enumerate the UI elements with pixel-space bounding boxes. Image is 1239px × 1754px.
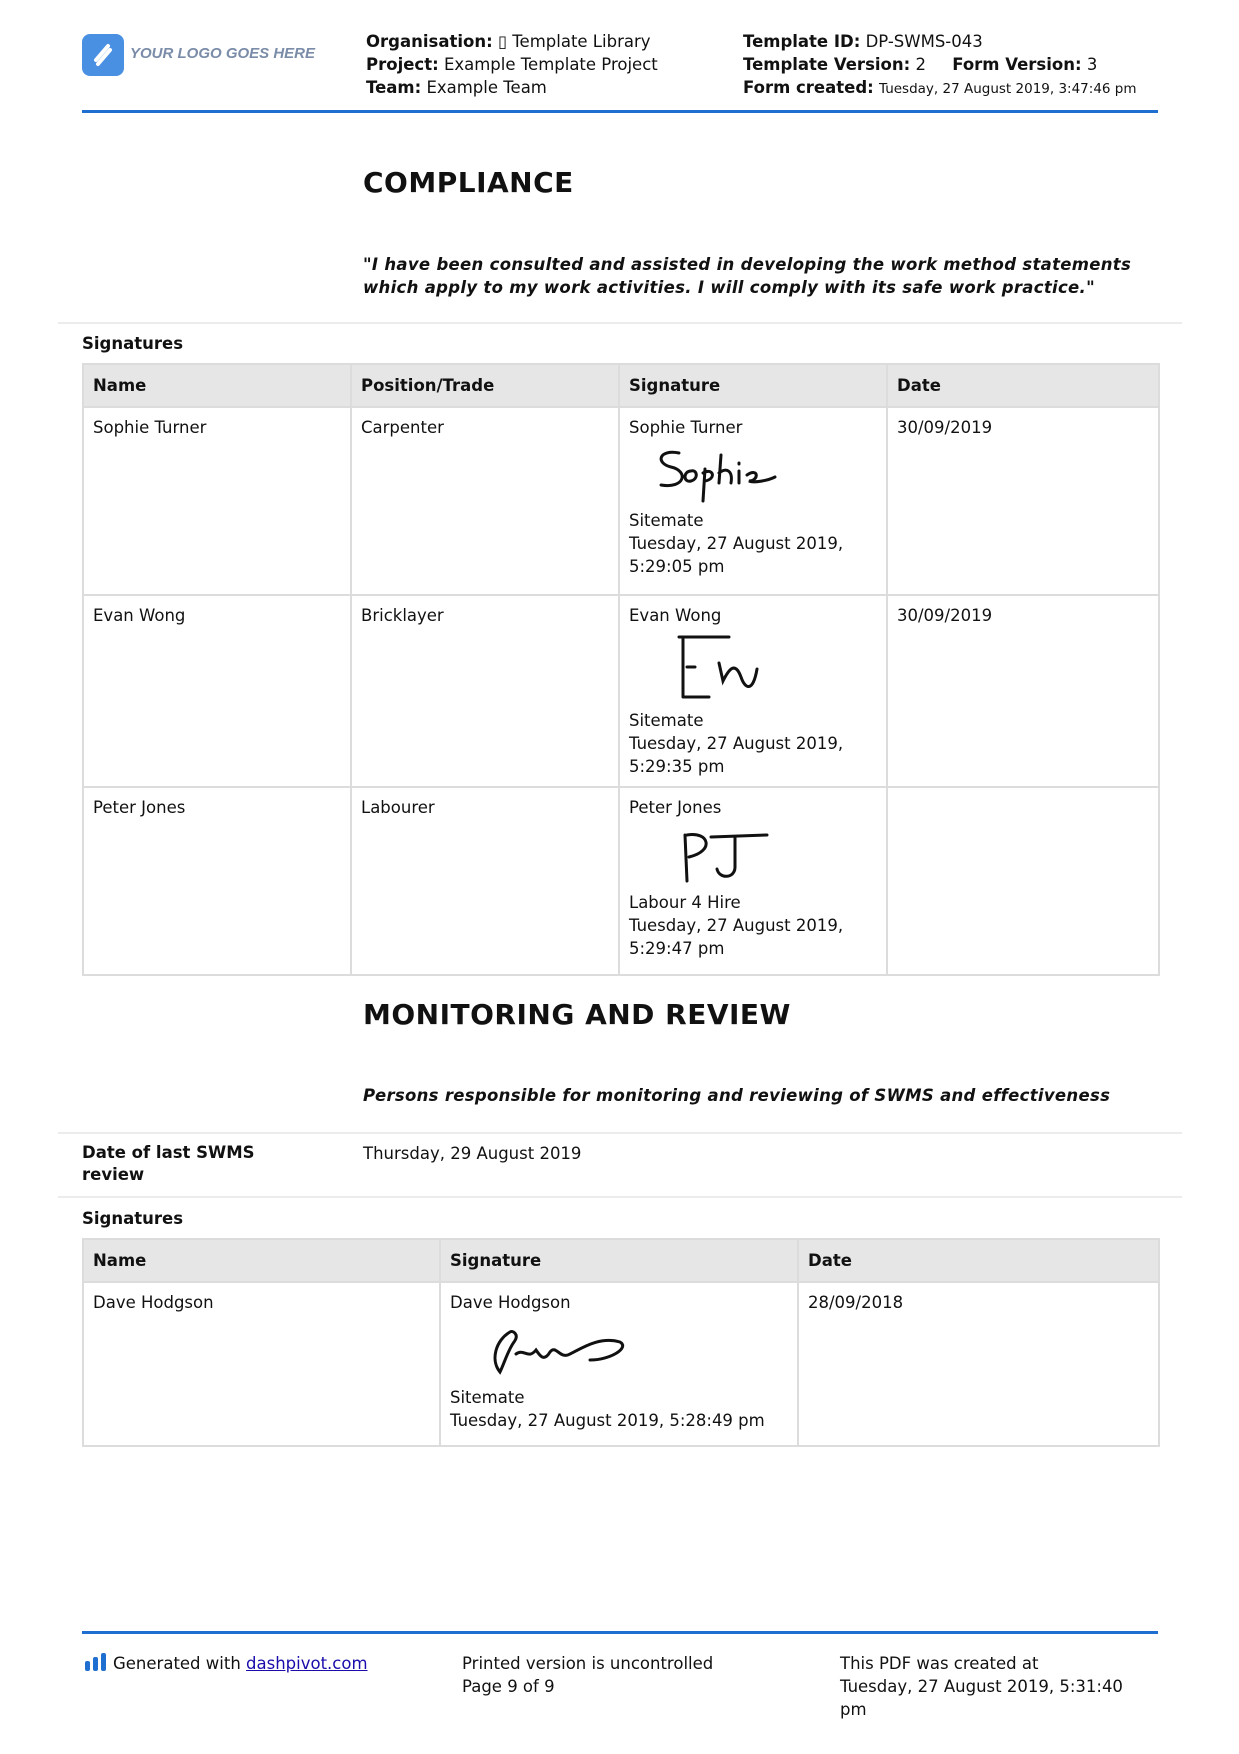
signature-image bbox=[649, 445, 789, 503]
column-header-name: Name bbox=[83, 364, 351, 407]
form-created-line: Form created: Tuesday, 27 August 2019, 3:47:46 pm bbox=[743, 78, 1137, 97]
cell-position: Bricklayer bbox=[351, 595, 619, 787]
column-header-position: Position/Trade bbox=[351, 364, 619, 407]
footer-created-at: This PDF was created at Tuesday, 27 August 2019, 5:31:40 pm bbox=[840, 1654, 1123, 1719]
cell-name: Sophie Turner bbox=[83, 407, 351, 595]
column-header-date: Date bbox=[798, 1239, 1159, 1282]
last-review-label: Date of last SWMS review bbox=[82, 1143, 255, 1184]
table-row bbox=[83, 407, 1159, 595]
compliance-signatures-table bbox=[82, 363, 1160, 976]
dashpivot-link[interactable]: dashpivot.com bbox=[246, 1654, 368, 1673]
header-template-block bbox=[743, 30, 1137, 101]
header-org-block bbox=[366, 30, 658, 99]
team-line: Team: Example Team bbox=[366, 78, 547, 97]
cell-name: Dave Hodgson bbox=[83, 1282, 440, 1446]
uncontrolled-note: Printed version is uncontrolled bbox=[462, 1654, 714, 1673]
compliance-title: COMPLIANCE bbox=[363, 166, 574, 199]
column-header-signature: Signature bbox=[619, 364, 887, 407]
logo-text: YOUR LOGO GOES HERE bbox=[130, 45, 316, 62]
logo-icon bbox=[82, 34, 124, 76]
section-divider bbox=[58, 1196, 1182, 1198]
monitoring-signatures-table bbox=[82, 1238, 1160, 1447]
signer-org: Sitemate bbox=[629, 711, 704, 730]
footer-divider bbox=[82, 1631, 1158, 1634]
compliance-statement: "I have been consulted and assisted in developing the work method statements which apply to my work activities. I will comply with its safe work practice." bbox=[363, 255, 1132, 297]
cell-position: Carpenter bbox=[351, 407, 619, 595]
logo bbox=[82, 34, 316, 76]
signature-image bbox=[649, 633, 789, 703]
signature-time: 5:29:05 pm bbox=[629, 557, 725, 576]
signature-time: Tuesday, 27 August 2019, 5:28:49 pm bbox=[450, 1411, 765, 1430]
signer-org: Labour 4 Hire bbox=[629, 893, 741, 912]
table-row bbox=[83, 787, 1159, 975]
page-number: Page 9 of 9 bbox=[462, 1677, 555, 1696]
cell-date: 28/09/2018 bbox=[798, 1282, 1159, 1446]
footer-generated: Generated with dashpivot.com bbox=[85, 1652, 368, 1677]
chart-bars-icon bbox=[85, 1653, 107, 1677]
cell-date: 30/09/2019 bbox=[887, 595, 1159, 787]
signer-name: Sophie Turner bbox=[629, 418, 743, 437]
cell-date: 30/09/2019 bbox=[887, 407, 1159, 595]
header-divider bbox=[82, 110, 1158, 113]
monitoring-statement: Persons responsible for monitoring and reviewing of SWMS and effectiveness bbox=[363, 1086, 1111, 1105]
signer-name: Evan Wong bbox=[629, 606, 722, 625]
signature-time: 5:29:47 pm bbox=[629, 939, 725, 958]
cell-name: Peter Jones bbox=[83, 787, 351, 975]
signature-time: Tuesday, 27 August 2019, bbox=[629, 734, 844, 753]
section-divider bbox=[58, 1132, 1182, 1134]
table-row bbox=[83, 1282, 1159, 1446]
cell-signature bbox=[619, 787, 887, 975]
signature-time: 5:29:35 pm bbox=[629, 757, 725, 776]
cell-date bbox=[887, 787, 1159, 975]
cell-signature bbox=[440, 1282, 798, 1446]
signatures-label: Signatures bbox=[82, 1209, 184, 1228]
section-divider bbox=[58, 322, 1182, 324]
cell-name: Evan Wong bbox=[83, 595, 351, 787]
signer-org: Sitemate bbox=[629, 511, 704, 530]
last-review-value: Thursday, 29 August 2019 bbox=[363, 1144, 582, 1163]
footer-page-info bbox=[462, 1652, 713, 1698]
column-header-name: Name bbox=[83, 1239, 440, 1282]
column-header-date: Date bbox=[887, 364, 1159, 407]
signature-image bbox=[470, 1320, 630, 1380]
table-header-row bbox=[83, 1239, 1159, 1282]
monitoring-title: MONITORING AND REVIEW bbox=[363, 998, 791, 1031]
signature-time: Tuesday, 27 August 2019, bbox=[629, 916, 844, 935]
cell-position: Labourer bbox=[351, 787, 619, 975]
signer-org: Sitemate bbox=[450, 1388, 525, 1407]
cell-signature bbox=[619, 407, 887, 595]
version-line: Template Version: 2 Form Version: 3 bbox=[743, 55, 1098, 74]
organisation-line: Organisation: ▯ Template Library bbox=[366, 32, 651, 51]
signature-time: Tuesday, 27 August 2019, bbox=[629, 534, 844, 553]
signer-name: Peter Jones bbox=[629, 798, 722, 817]
column-header-signature: Signature bbox=[440, 1239, 798, 1282]
signatures-label: Signatures bbox=[82, 334, 184, 353]
template-id-line: Template ID: DP-SWMS-043 bbox=[743, 32, 983, 51]
table-row bbox=[83, 595, 1159, 787]
signature-image bbox=[649, 825, 789, 885]
cell-signature bbox=[619, 595, 887, 787]
table-header-row bbox=[83, 364, 1159, 407]
project-line: Project: Example Template Project bbox=[366, 55, 658, 74]
signer-name: Dave Hodgson bbox=[450, 1293, 571, 1312]
